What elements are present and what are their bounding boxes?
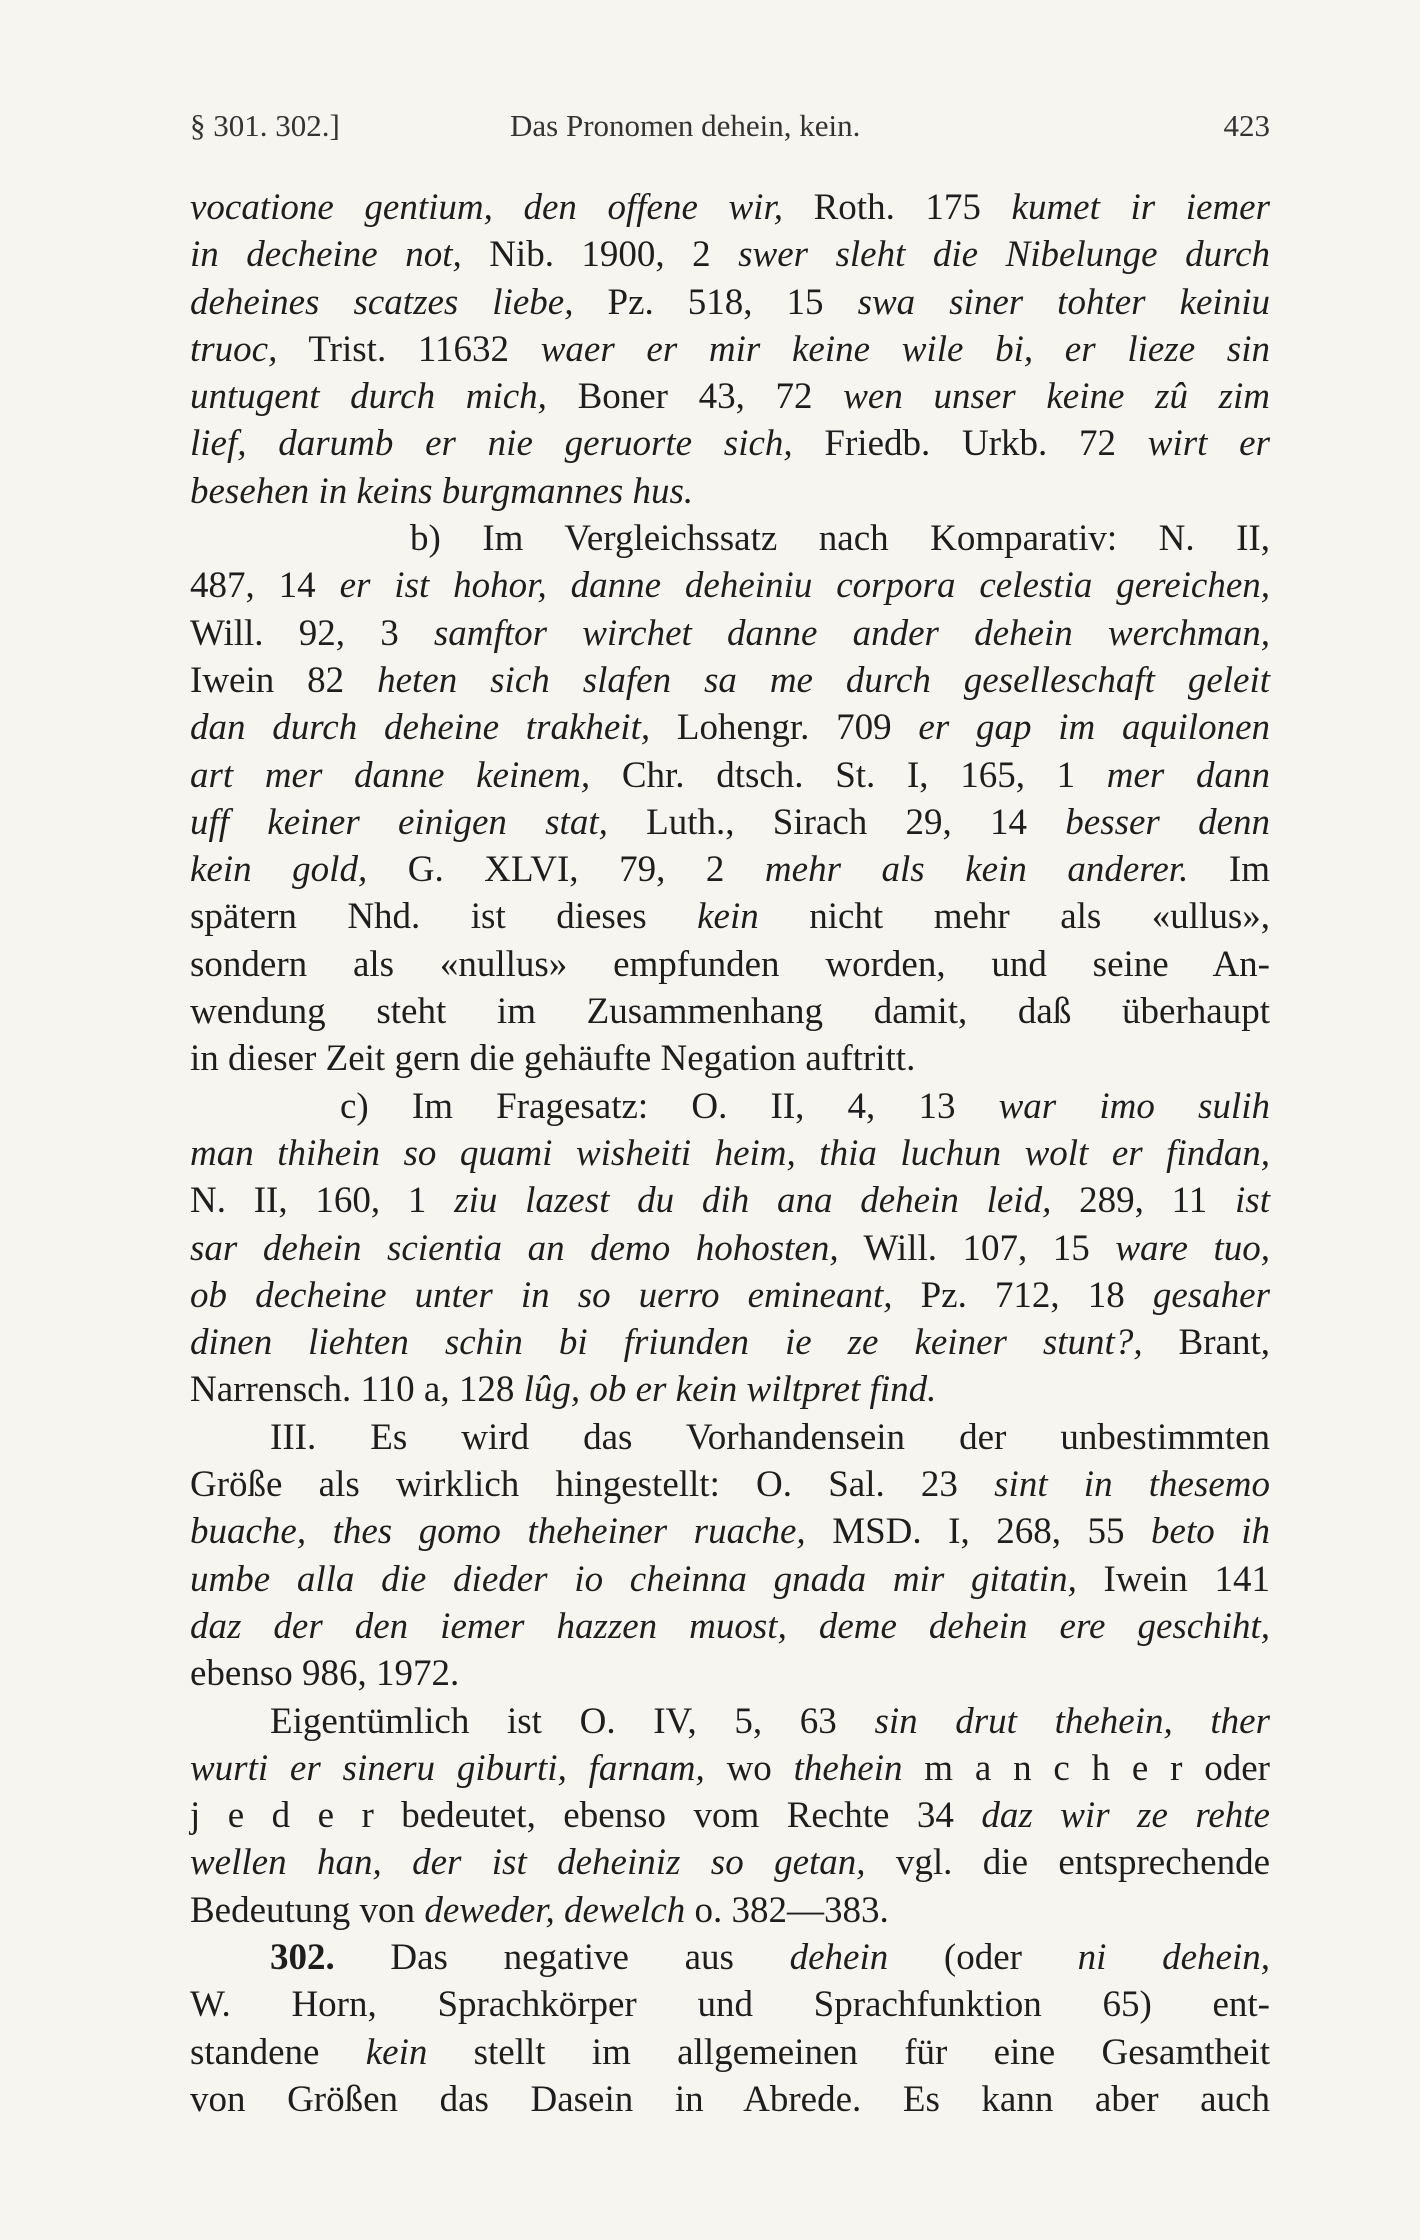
text-line: Bedeutung von deweder, dewelch o. 382—383. [190, 1889, 889, 1931]
page-title: Das Pronomen dehein, kein. [510, 108, 861, 143]
text-line: man thihein so quami wisheiti heim, thia luchun wolt er findan, [190, 1132, 1270, 1174]
text-line: deheines scatzes liebe, Pz. 518, 15 swa siner tohter keiniu [190, 281, 1270, 323]
text-line: 302. Das negative aus dehein (oder ni dehein, [270, 1936, 1270, 1978]
text-line: Eigentümlich ist O. IV, 5, 63 sin drut thehein, ther [270, 1700, 1270, 1742]
text-line: W. Horn, Sprachkörper und Sprachfunktion 65) ent- [190, 1984, 1270, 2026]
text-line: in dieser Zeit gern die gehäufte Negation auftritt. [190, 1038, 916, 1080]
text-line: buache, thes gomo theheiner ruache, MSD. I, 268, 55 beto ih [190, 1511, 1271, 1553]
body-text [190, 184, 1270, 2123]
text-line: besehen in keins burgmannes hus. [190, 470, 694, 512]
text-line: b) Im Vergleichssatz nach Komparativ: N. II, [410, 518, 1270, 560]
text-line: ebenso 986, 1972. [190, 1653, 460, 1695]
text-line: ob decheine unter in so uerro emineant, Pz. 712, 18 gesaher [190, 1274, 1270, 1316]
text-line: standene kein stellt im allgemeinen für eine Gesamtheit [190, 2031, 1270, 2073]
text-line: dinen liehten schin bi friunden ie ze keiner stunt?, Brant, [190, 1322, 1270, 1364]
text-line: umbe alla die dieder io cheinna gnada mir gitatin, Iwein 141 [190, 1558, 1270, 1600]
running-header [190, 108, 1270, 156]
text-line: uff keiner einigen stat, Luth., Sirach 29, 14 besser denn [190, 801, 1270, 843]
book-page [190, 108, 1270, 2123]
text-line: Will. 92, 3 samftor wirchet danne ander dehein werchman, [190, 612, 1271, 654]
page-number: 423 [1223, 108, 1270, 143]
text-line: j e d e r bedeutet, ebenso vom Rechte 34 daz wir ze rehte [190, 1795, 1270, 1837]
section-number: 302. [270, 1936, 335, 1978]
text-line: wellen han, der ist deheiniz so getan, vgl. die entsprechende [190, 1842, 1270, 1884]
text-line: art mer danne keinem, Chr. dtsch. St. I, 165, 1 mer dann [190, 754, 1270, 796]
text-line: N. II, 160, 1 ziu lazest du dih ana dehein leid, 289, 11 ist [190, 1180, 1270, 1222]
text-line: wurti er sineru giburti, farnam, wo thehein m a n c h e r oder [190, 1747, 1270, 1789]
text-line: dan durch deheine trakheit, Lohengr. 709 er gap im aquilonen [190, 707, 1270, 749]
text-line: wendung steht im Zusammenhang damit, daß überhaupt [190, 991, 1270, 1033]
text-line: sar dehein scientia an demo hohosten, Will. 107, 15 ware tuo, [190, 1227, 1270, 1269]
text-line: in decheine not, Nib. 1900, 2 swer sleht die Nibelunge durch [190, 234, 1271, 276]
section-reference: § 301. 302.] [190, 108, 340, 143]
text-line: kein gold, G. XLVI, 79, 2 mehr als kein anderer. Im [190, 849, 1271, 891]
text-line: sondern als «nullus» empfunden worden, und seine An- [190, 943, 1270, 985]
text-line: Narrensch. 110 a, 128 lûg, ob er kein wiltpret find. [190, 1369, 937, 1411]
text-line: lief, darumb er nie geruorte sich, Friedb. Urkb. 72 wirt er [190, 423, 1270, 465]
text-line: c) Im Fragesatz: O. II, 4, 13 war imo sulih [340, 1085, 1270, 1127]
text-line: III. Es wird das Vorhandensein der unbestimmten [270, 1416, 1270, 1458]
text-line: untugent durch mich, Boner 43, 72 wen unser keine zû zim [190, 376, 1270, 418]
text-line: Iwein 82 heten sich slafen sa me durch geselleschaft geleit [190, 659, 1270, 701]
text-line: 487, 14 er ist hohor, danne deheiniu corpora celestia gereichen, [190, 565, 1271, 607]
text-line: von Größen das Dasein in Abrede. Es kann aber auch [190, 2078, 1270, 2120]
text-line: spätern Nhd. ist dieses kein nicht mehr als «ullus», [190, 896, 1270, 938]
text-line: truoc, Trist. 11632 waer er mir keine wile bi, er lieze sin [190, 328, 1270, 370]
text-line: vocatione gentium, den offene wir, Roth. 175 kumet ir iemer [190, 187, 1270, 228]
text-line: daz der den iemer hazzen muost, deme dehein ere geschiht, [190, 1605, 1270, 1647]
text-line: Größe als wirklich hingestellt: O. Sal. 23 sint in thesemo [190, 1464, 1271, 1506]
